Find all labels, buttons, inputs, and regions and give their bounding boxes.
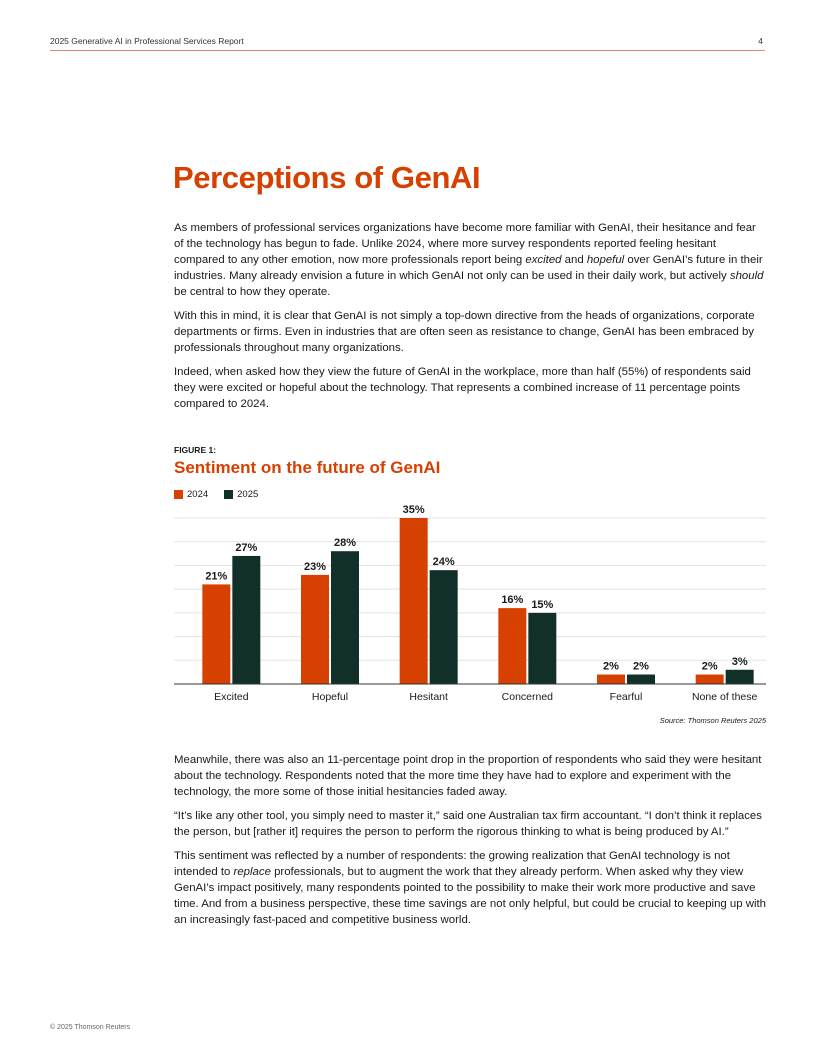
paragraph-text: With this in mind, it is clear that GenAI is not simply a top-down directive from the heads of organizations, corporate departments or firms. Even in industries that are often seen as resistance to change, GenAI has been embraced by professionals throughout many organizations. (174, 310, 755, 354)
data-label: 27% (235, 541, 258, 554)
data-label: 21% (205, 570, 228, 583)
paragraph-text: As members of professional services organizations have become more familiar with GenAI, their hesitance and fear of the technology has begun to fade. Unlike 2024, where more survey respondents reported feeling hesitant compared to any other emotion, now more professionals report being (174, 222, 756, 266)
page-header (50, 36, 765, 50)
legend-item-2024 (174, 489, 208, 500)
bar-2024-none-of-these (696, 675, 724, 684)
legend-label: 2025 (237, 489, 259, 500)
bar-2025-hopeful (331, 551, 359, 684)
data-label: 23% (303, 560, 327, 573)
footer-copyright: © 2025 Thomson Reuters (50, 1024, 131, 1031)
report-title: 2025 Generative AI in Professional Services Report (50, 36, 244, 46)
legend-item-2025 (224, 489, 258, 500)
figure-title: Sentiment on the future of GenAI (174, 458, 441, 477)
bar-2025-excited (232, 556, 260, 684)
sentiment-bar-chart (174, 500, 766, 710)
paragraph-text: “It’s like any other tool, you simply need to master it,” said one Australian tax firm accountant. “I don’t think it replaces the person, but [rather it] requires the person to perform the rigorous thinking to what is being produced by AI.” (174, 810, 762, 838)
paragraph-text: and (561, 254, 587, 266)
paragraph-text: Indeed, when asked how they view the future of GenAI in the workplace, more than half (55%) of respondents said they were excited or hopeful about the technology. That represents a combined increase of 11 percentage points compared to 2024. (174, 366, 751, 410)
bar-2025-none-of-these (726, 670, 754, 684)
paragraph-text: be central to how they operate. (174, 286, 331, 298)
emphasis-text: should (729, 270, 764, 282)
emphasis-text: excited (525, 254, 562, 266)
paragraph (174, 752, 766, 800)
paragraph (174, 308, 766, 356)
paragraph-text: professionals, but to augment the work that they already perform. When asked why they view GenAI’s impact positively, many respondents pointed to the possibility to make their work more productive and save time. And from a business perspective, these time savings are not only helpful, but could be crucial to keeping up with an increasingly fast-paced and competitive business world. (174, 866, 767, 926)
bar-2024-hesitant (400, 518, 428, 684)
paragraph-text: This sentiment was reflected by a number of respondents: the growing realization that GenAI technology is not intended to (174, 850, 730, 878)
intro-paragraphs (174, 220, 766, 420)
paragraph-text: Meanwhile, there was also an 11-percentage point drop in the proportion of respondents who said they were hesitant about the technology. Respondents noted that the more time they have had to explore and experiment with the technology, the more some of those initial hesitancies faded away. (174, 754, 762, 798)
figure-source: Source: Thomson Reuters 2025 (659, 716, 766, 725)
data-label: 15% (531, 598, 554, 611)
emphasis-text: hopeful (586, 254, 625, 266)
category-label: Excited (214, 691, 249, 703)
bar-2024-excited (202, 584, 230, 684)
bar-2024-concerned (498, 608, 526, 684)
paragraph (174, 808, 766, 840)
bar-2025-hesitant (430, 570, 458, 684)
legend-swatch (224, 490, 233, 499)
data-label: 28% (333, 537, 357, 550)
bar-2025-concerned (528, 613, 556, 684)
data-label: 2% (701, 660, 718, 673)
figure-label: FIGURE 1: (174, 445, 217, 455)
legend-label: 2024 (187, 489, 209, 500)
page-number: 4 (758, 36, 763, 46)
data-label: 2% (603, 660, 619, 673)
paragraph (174, 364, 766, 412)
bar-2024-fearful (597, 675, 625, 684)
body-paragraphs (174, 752, 766, 936)
category-label: Hopeful (311, 691, 349, 703)
bar-2025-fearful (627, 675, 655, 684)
category-label: Fearful (609, 691, 643, 703)
category-label: Concerned (501, 691, 554, 703)
data-label: 24% (432, 556, 455, 569)
data-label: 35% (402, 504, 425, 516)
legend-swatch (174, 490, 183, 499)
emphasis-text: replace (233, 866, 271, 878)
header-divider (50, 50, 765, 51)
paragraph-text: over GenAI’s future in their industries. Many already envision a future in which GenAI not only can be used in their daily work, but actively (174, 254, 763, 282)
data-label: 16% (501, 594, 524, 607)
data-label: 2% (633, 660, 649, 673)
paragraph (174, 848, 766, 928)
category-label: Hesitant (409, 691, 448, 703)
bar-2024-hopeful (301, 575, 329, 684)
section-title: Perceptions of GenAI (173, 160, 481, 195)
data-label: 3% (731, 655, 748, 668)
paragraph (174, 220, 766, 300)
category-label: None of these (691, 691, 758, 703)
